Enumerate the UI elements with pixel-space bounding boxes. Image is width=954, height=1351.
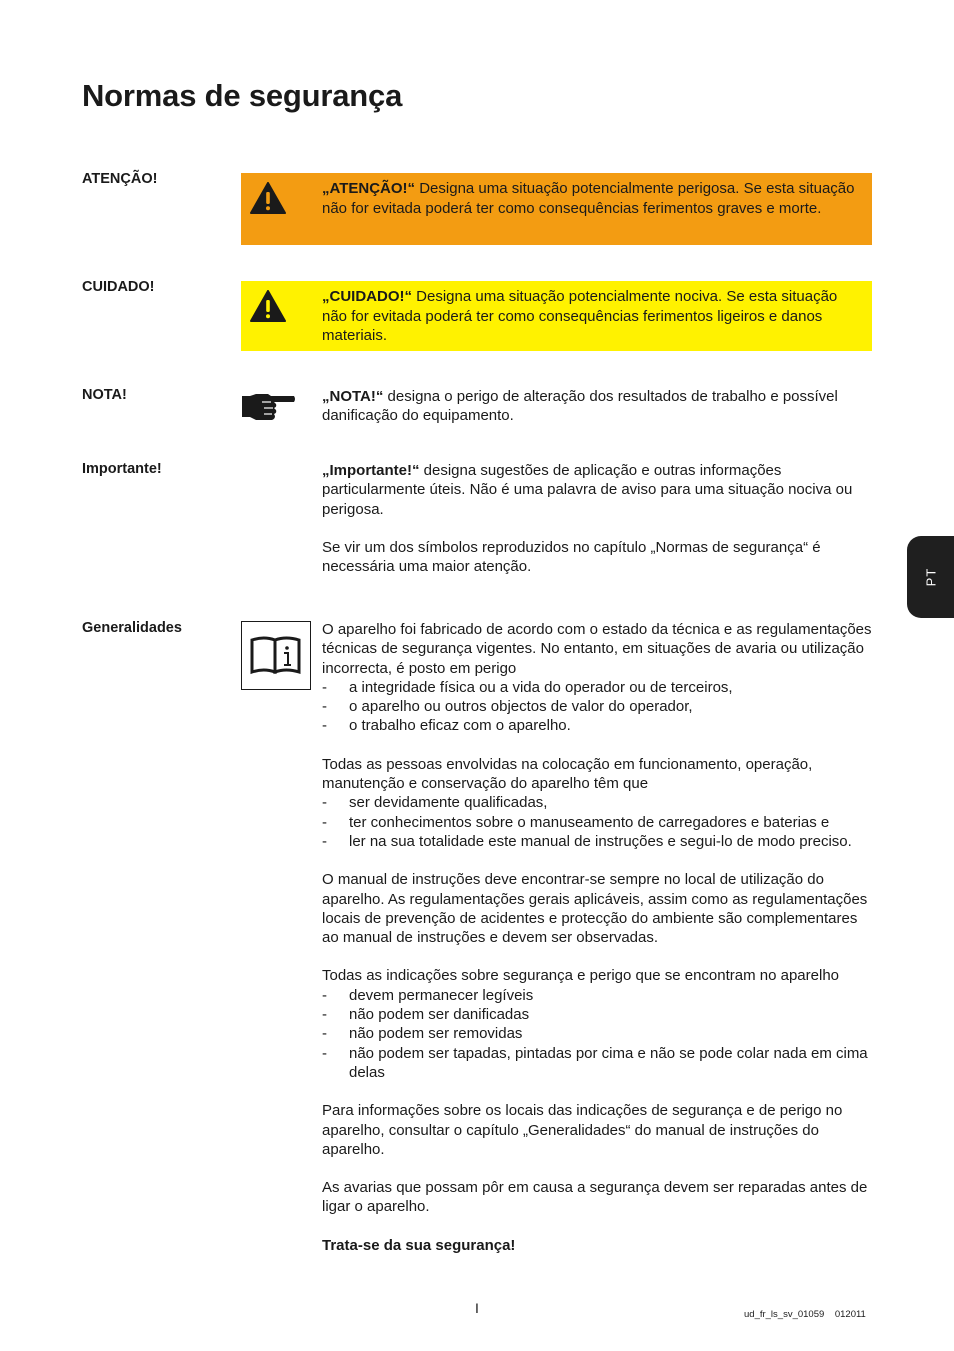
importante-paragraph-2: Se vir um dos símbolos reproduzidos no capítulo „Normas de segurança“ é necessária uma maior atenção. [322,538,821,576]
document-code: ud_fr_ls_sv_01059 012011 [744,1309,866,1320]
label-generalidades: Generalidades [82,620,182,636]
label-nota: NOTA! [82,387,127,403]
page-title: Normas de segurança [82,78,403,113]
list-item: - a integridade física ou a vida do operador ou de terceiros, [322,678,878,697]
label-cuidado: CUIDADO! [82,279,155,295]
generalidades-text [322,620,878,1255]
list-item: - o aparelho ou outros objectos de valor do operador, [322,697,878,716]
gen-list-2 [322,793,878,851]
list-item: - devem permanecer legíveis [322,986,878,1005]
gen-paragraph-2: Todas as pessoas envolvidas na colocação em funcionamento, operação, manutenção e conservação do aparelho têm que [322,755,813,793]
label-importante: Importante! [82,461,162,477]
gen-paragraph-6: As avarias que possam pôr em causa a segurança devem ser reparadas antes de ligar o aparelho. [322,1179,868,1216]
list-item: - ser devidamente qualificadas, [322,793,878,812]
gen-paragraph-3: O manual de instruções deve encontrar-se sempre no local de utilização do aparelho. As regulamentações gerais aplicáveis, assim como as regulamentações locais de prevenção de acidentes e protecção do ambiente são complementares ao manual de instruções e devem ser observadas. [322,871,868,947]
gen-list-1 [322,678,878,736]
cuidado-box [241,281,872,351]
warning-triangle-icon [250,182,286,214]
atencao-box [241,173,872,245]
list-item: - o trabalho eficaz com o aparelho. [322,716,878,735]
cuidado-text: „CUIDADO!“ Designa uma situação potencialmente nociva. Se esta situação não for evitada poderá ter como consequências ferimentos ligeiros e danos materiais. [322,288,838,344]
label-atencao: ATENÇÃO! [82,171,158,187]
gen-closing-line: Trata-se da sua segurança! [322,1236,516,1254]
list-item: - não podem ser danificadas [322,1005,878,1024]
language-tab: PT [907,536,954,618]
list-item: - ter conhecimentos sobre o manuseamento de carregadores e baterias e [322,813,878,832]
gen-paragraph-1: O aparelho foi fabricado de acordo com o estado da técnica e as regulamentações técnicas de segurança vigentes. No entanto, em situações de avaria ou utilização incorrecta, é posto em perigo [322,621,872,677]
pointing-hand-icon [240,390,296,422]
list-item: - não podem ser tapadas, pintadas por cima e não se pode colar nada em cima delas [322,1044,878,1083]
list-item: - ler na sua totalidade este manual de instruções e segui-lo de modo preciso. [322,832,878,851]
nota-text: „NOTA!“ designa o perigo de alteração dos resultados de trabalho e possível danificação do equipamento. [322,388,838,425]
importante-text: „Importante!“ designa sugestões de aplicação e outras informações particularmente úteis. Não é uma palavra de aviso para uma situação nociva ou perigosa. Se vir um dos símbolos reproduzidos no capítulo „Normas de segurança“ é necessária uma maior atenção. [322,461,878,576]
info-book-icon [241,621,311,690]
gen-paragraph-5: Para informações sobre os locais das indicações de segurança e de perigo no aparelho, consultar o capítulo „Generalidades“ do manual de instruções do aparelho. [322,1102,843,1158]
gen-list-3 [322,986,878,1082]
atencao-text: „ATENÇÃO!“ Designa uma situação potencialmente perigosa. Se esta situação não for evitada poderá ter como consequências ferimentos graves e morte. [322,180,855,217]
page-number: I [475,1300,479,1316]
warning-triangle-icon [250,290,286,322]
gen-paragraph-4: Todas as indicações sobre segurança e perigo que se encontram no aparelho [322,967,840,985]
list-item: - não podem ser removidas [322,1024,878,1043]
